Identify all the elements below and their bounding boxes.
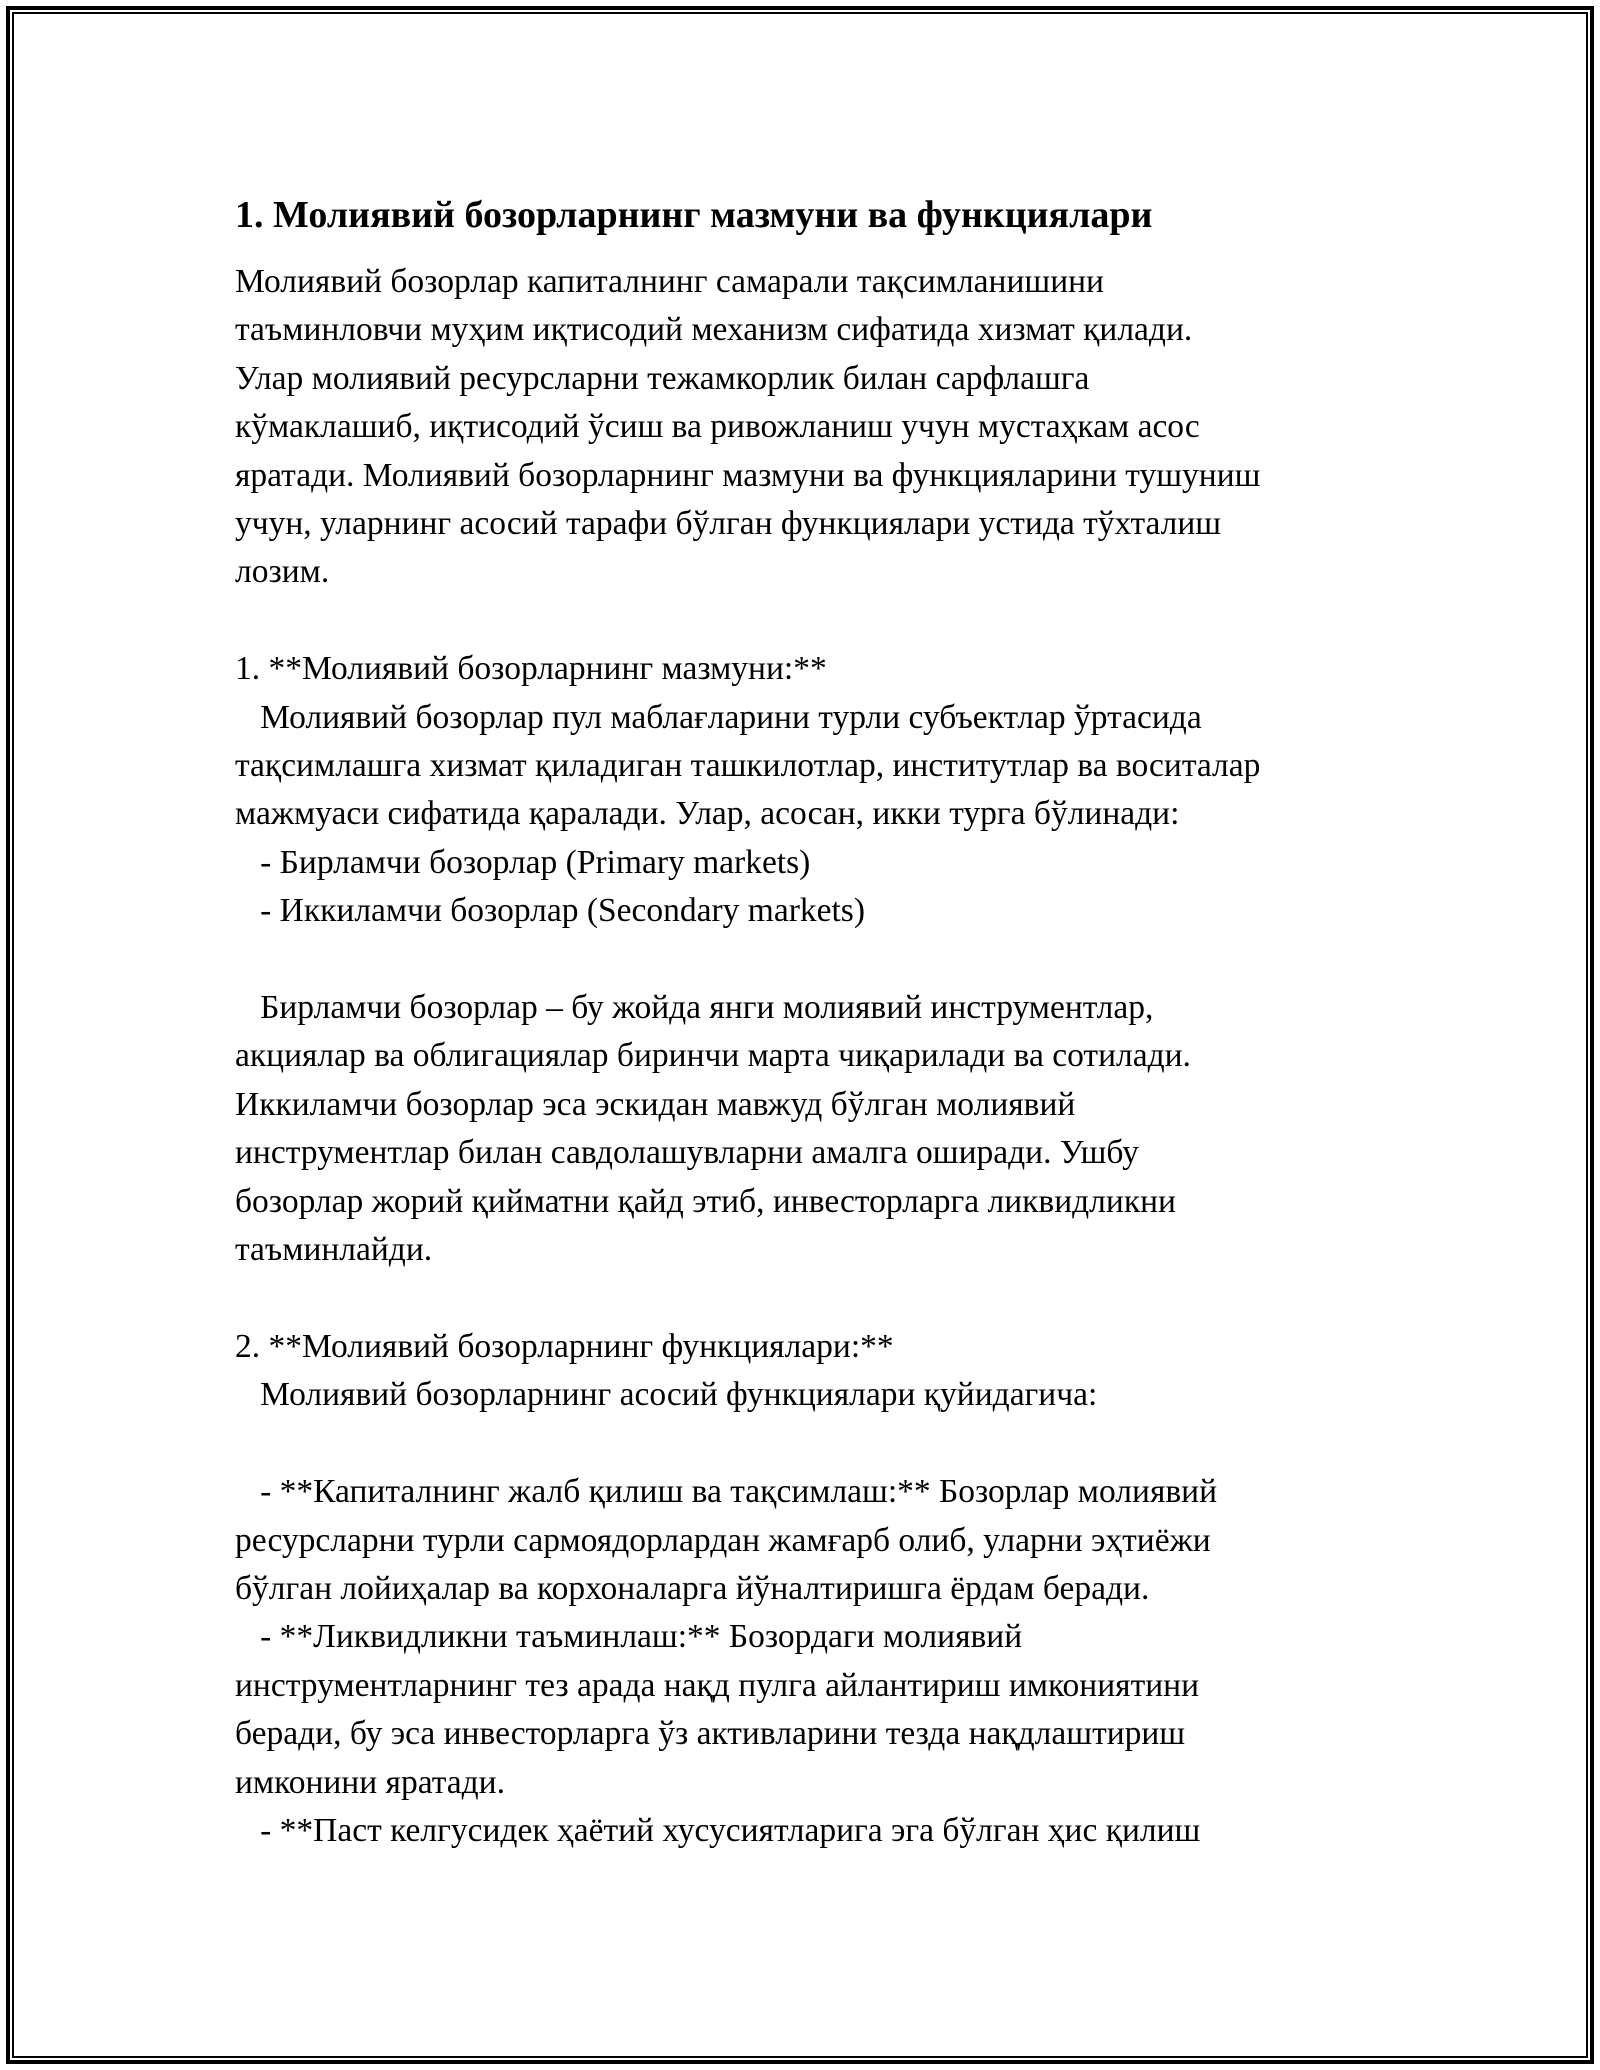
text-line: акциялар ва облигациялар биринчи марта чиқарилади ва сотилади. bbox=[235, 1037, 1191, 1075]
text-line: Молиявий бозорлар капиталнинг самарали тақсимланишини bbox=[235, 263, 1104, 300]
list-item: - **Паст келгусидек ҳаётий хусусиятларига эга бўлган ҳис қилиш bbox=[235, 1811, 1201, 1849]
text-line: Улар молиявий ресурсларни тежамкорлик билан сарфлашга bbox=[235, 359, 1090, 397]
text-line: таъминлайди. bbox=[235, 1231, 433, 1269]
text-line: тақсимлашга хизмат қиладиган ташкилотлар, институтлар ва воситалар bbox=[235, 747, 1261, 785]
text-line: кўмаклашиб, иқтисодий ўсиш ва ривожланиш учун мустаҳкам асос bbox=[235, 408, 1200, 446]
section-1-content bbox=[235, 645, 1395, 935]
text-line: учун, уларнинг асосий тарафи бўлган функциялари устида тўхталиш bbox=[235, 505, 1222, 543]
list-item: - Бирламчи бозорлар (Primary markets) bbox=[235, 843, 811, 881]
text-line: Бирламчи бозорлар – бу жойда янги молиявий инструментлар, bbox=[235, 989, 1154, 1027]
list-item: - Иккиламчи бозорлар (Secondary markets) bbox=[235, 892, 865, 930]
text-line: Иккиламчи бозорлар эса эскидан мавжуд бўлган молиявий bbox=[235, 1085, 1076, 1123]
text-line: бўлган лойиҳалар ва корхоналарга йўналтиришга ёрдам беради. bbox=[235, 1569, 1150, 1607]
text-line: имконини яратади. bbox=[235, 1763, 505, 1801]
functions-list bbox=[235, 1468, 1395, 1855]
intro-paragraph bbox=[235, 258, 1395, 597]
text-line: Молиявий бозорлар пул маблағларини турли субъектлар ўртасида bbox=[235, 698, 1202, 736]
text-line: лозим. bbox=[235, 553, 330, 591]
text-line: инструментлар билан савдолашувларни амалга оширади. Ушбу bbox=[235, 1134, 1139, 1172]
text-line: ресурсларни турли сармоядорлардан жамғарб олиб, уларни эҳтиёжи bbox=[235, 1521, 1211, 1559]
section-heading: 1. **Молиявий бозорларнинг мазмуни:** bbox=[235, 650, 827, 688]
text-line: беради, бу эса инвесторларга ўз активларини тезда нақдлаштириш bbox=[235, 1715, 1186, 1753]
list-item: - **Ликвидликни таъминлаш:** Бозордаги молиявий bbox=[235, 1618, 1023, 1656]
text-line: инструментларнинг тез арада нақд пулга айлантириш имкониятини bbox=[235, 1666, 1199, 1704]
document-body bbox=[235, 186, 1395, 1855]
text-line: Молиявий бозорларнинг асосий функциялари қуйидагича: bbox=[235, 1376, 1098, 1414]
list-item: - **Капиталнинг жалб қилиш ва тақсимлаш:** Бозорлар молиявий bbox=[235, 1473, 1218, 1511]
section-heading: 2. **Молиявий бозорларнинг функциялари:** bbox=[235, 1327, 894, 1365]
text-line: мажмуаси сифатида қаралади. Улар, асосан, икки турга бўлинади: bbox=[235, 795, 1180, 833]
text-line: бозорлар жорий қийматни қайд этиб, инвесторларга ликвидликни bbox=[235, 1182, 1176, 1220]
section-1-detail bbox=[235, 984, 1395, 1274]
text-line: яратади. Молиявий бозорларнинг мазмуни ва функцияларини тушуниш bbox=[235, 456, 1261, 494]
section-2-content bbox=[235, 1323, 1395, 1420]
text-line: таъминловчи муҳим иқтисодий механизм сифатида хизмат қилади. bbox=[235, 311, 1193, 349]
document-title: 1. Молиявий бозорларнинг мазмуни ва функциялари bbox=[235, 194, 1153, 236]
